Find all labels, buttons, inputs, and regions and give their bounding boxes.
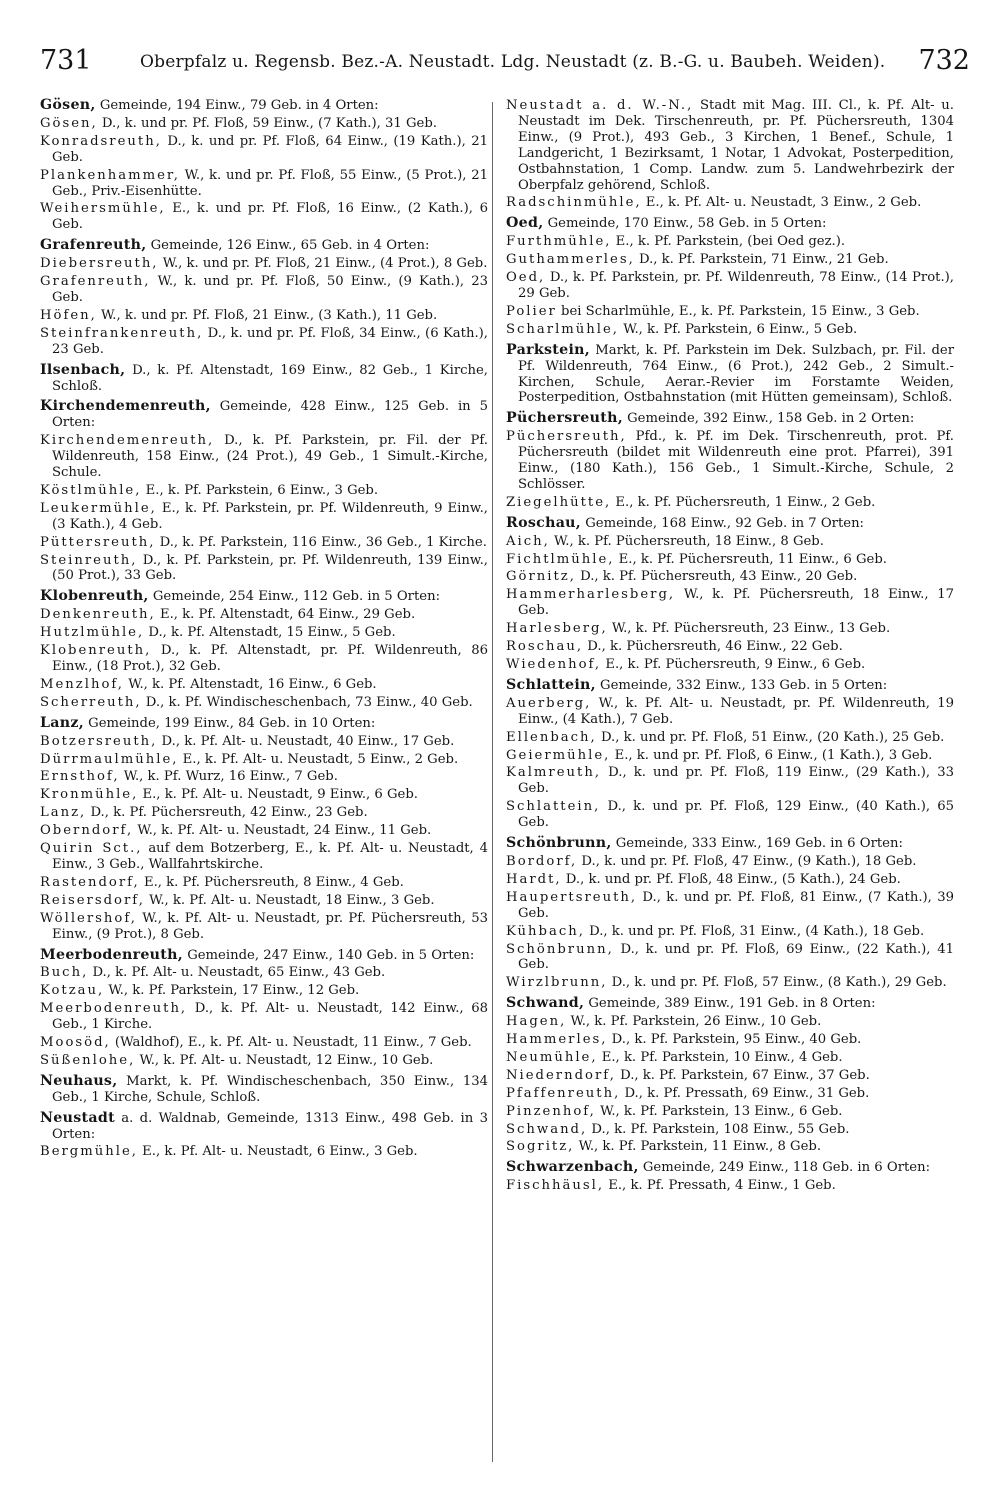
place-entry	[506, 1068, 954, 1084]
entry-details: W., k. Pf. Püchersreuth, 18 Einw., 8 Geb.	[549, 533, 824, 549]
entry-details: W., k. Pf. Alt- u. Neustadt, pr. Pf. Wildenreuth, 19 Einw., (4 Kath.), 7 Geb.	[518, 695, 954, 727]
place-name: Hutzlmühle,	[40, 625, 145, 641]
place-name: Geiermühle,	[506, 747, 611, 763]
municipality-entry	[506, 678, 954, 694]
entry-details: D., k. Pf. Windischeschenbach, 73 Einw., 40 Geb.	[141, 694, 473, 710]
entry-details: E., k. Pf. Alt- u. Neustadt, 5 Einw., 2 Geb.	[178, 751, 459, 767]
entry-details: (Waldhof), E., k. Pf. Alt- u. Neustadt, 11 Einw., 7 Geb.	[110, 1035, 472, 1051]
municipality-entry	[40, 1074, 488, 1106]
entry-details: W., k. Pf. Alt- u. Neustadt, 24 Einw., 11 Geb.	[133, 823, 432, 839]
place-name: Bergmühle,	[40, 1144, 138, 1160]
municipality-name: Neuhaus,	[40, 1072, 118, 1089]
entry-details: D., k. und pr. Pf. Floß, 81 Einw., (7 Kath.), 39 Geb.	[518, 889, 954, 921]
entry-details: W., k. Pf. Wurz, 16 Einw., 7 Geb.	[119, 769, 338, 785]
place-entry	[506, 730, 954, 746]
place-entry	[40, 911, 488, 943]
municipality-name: Ilsenbach,	[40, 361, 126, 378]
entry-details: D., k. und pr. Pf. Floß, 69 Einw., (22 Kath.), 41 Geb.	[518, 941, 954, 973]
place-entry	[506, 621, 954, 637]
place-entry	[40, 326, 488, 358]
place-entry	[506, 1032, 954, 1048]
place-entry	[506, 1086, 954, 1102]
entry-details: E., k. Pf. Alt- u. Neustadt, 3 Einw., 2 Geb.	[641, 195, 922, 211]
entry-details: Gemeinde, 168 Einw., 92 Geb. in 7 Orten:	[581, 515, 865, 531]
municipality-name: Roschau,	[506, 514, 582, 531]
place-entry	[40, 677, 488, 693]
entry-details: Gemeinde, 126 Einw., 65 Geb. in 4 Orten:	[146, 238, 430, 254]
right-column	[506, 98, 954, 1196]
place-name: Kalmreuth,	[506, 765, 602, 781]
place-entry	[40, 553, 488, 585]
entry-details: a. d. Waldnab, Gemeinde, 1313 Einw., 498 Geb. in 3 Orten:	[52, 1110, 488, 1142]
place-name: Plankenhammer,	[40, 167, 180, 183]
entry-details: E., k. Pf. Alt- u. Neustadt, 6 Einw., 3 Geb.	[137, 1144, 418, 1160]
municipality-entry	[506, 216, 954, 232]
entry-details: D., k. Pf. Parkstein, 71 Einw., 21 Geb.	[634, 252, 889, 268]
entry-details: W., k. Pf. Parkstein, 11 Einw., 8 Geb.	[574, 1139, 822, 1155]
place-entry	[40, 805, 488, 821]
entry-details: bei Scharlmühle, E., k. Pf. Parkstein, 15 Einw., 3 Geb.	[556, 303, 920, 319]
place-name: Roschau,	[506, 639, 584, 655]
entry-details: D., k. Pf. Püchersreuth, 42 Einw., 23 Geb.	[86, 805, 368, 821]
municipality-name: Schönbrunn,	[506, 835, 612, 852]
place-entry	[40, 752, 488, 768]
municipality-name: Püchersreuth,	[506, 410, 623, 427]
entry-details: Markt, k. Pf. Parkstein im Dek. Sulzbach, pr. Fil. der Pf. Wildenreuth, 764 Einw., (6 Prot.), 242 Geb., 2 Simult.-Kirchen, Schule, Aerar.-Revier im Forstamte Weiden, Posterpedition, Ostbahnstation (mit Hütten gemeinsam), Schloß.	[518, 342, 954, 406]
place-entry	[506, 1050, 954, 1066]
place-entry	[506, 872, 954, 888]
municipality-entry	[40, 716, 488, 732]
municipality-name: Parkstein,	[506, 341, 590, 358]
place-name: Radschinmühle,	[506, 195, 642, 211]
entry-details: W., k. Pf. Alt- u. Neustadt, 18 Einw., 3 Geb.	[144, 892, 435, 908]
municipality-entry	[40, 399, 488, 431]
left-column	[40, 98, 488, 1162]
place-entry	[40, 483, 488, 499]
municipality-entry	[506, 1160, 954, 1176]
column-divider	[492, 102, 493, 1462]
left-page-number: 731	[40, 45, 92, 76]
place-name: Harlesberg,	[506, 621, 608, 637]
place-entry	[40, 643, 488, 675]
entry-details: Gemeinde, 199 Einw., 84 Geb. in 10 Orten:	[83, 715, 376, 731]
entry-details: Gemeinde, 249 Einw., 118 Geb. in 6 Orten:	[638, 1160, 931, 1176]
place-entry	[40, 1144, 488, 1160]
place-entry	[506, 495, 954, 511]
place-name: Quirin Sct.,	[40, 841, 143, 857]
place-name: Köstlmühle,	[40, 482, 142, 498]
place-name: Scherreuth,	[40, 694, 142, 710]
place-entry	[506, 748, 954, 764]
place-name: Ernsthof,	[40, 769, 120, 785]
place-name: Botzersreuth,	[40, 733, 158, 749]
place-name: Kotzau,	[40, 983, 105, 999]
place-entry	[506, 639, 954, 655]
place-name: Aich,	[506, 533, 550, 549]
entry-details: W., k. Pf. Parkstein, 26 Einw., 10 Geb.	[566, 1014, 822, 1030]
place-entry	[506, 942, 954, 974]
entry-details: D., k. Püchersreuth, 46 Einw., 22 Geb.	[583, 639, 843, 655]
place-name: Rastendorf,	[40, 874, 140, 890]
entry-details: D., k. und pr. Pf. Floß, 47 Einw., (9 Kath.), 18 Geb.	[577, 853, 917, 869]
place-name: Moosöd,	[40, 1035, 111, 1051]
entry-details: Gemeinde, 170 Einw., 58 Geb. in 5 Orten:	[543, 216, 827, 232]
place-entry	[40, 433, 488, 481]
entry-details: D., k. und pr. Pf. Floß, 59 Einw., (7 Kath.), 31 Geb.	[97, 115, 437, 131]
municipality-name: Grafenreuth,	[40, 237, 147, 254]
place-entry	[506, 587, 954, 619]
place-entry	[40, 823, 488, 839]
place-name: Schwand,	[506, 1121, 588, 1137]
entry-details: D., k. Pf. Parkstein, pr. Pf. Wildenreuth, 78 Einw., (14 Prot.), 29 Geb.	[518, 270, 954, 301]
municipality-name: Meerbodenreuth,	[40, 946, 184, 963]
entry-details: W., k. Pf. Altenstadt, 16 Einw., 6 Geb.	[124, 676, 377, 692]
entry-details: Markt, k. Pf. Windischeschenbach, 350 Einw., 134 Geb., 1 Kirche, Schule, Schloß.	[52, 1073, 488, 1105]
place-name: Weihersmühle,	[40, 201, 166, 217]
municipality-entry	[40, 98, 488, 114]
entry-details: D., k. Pf. Parkstein, 67 Einw., 37 Geb.	[615, 1067, 870, 1083]
entry-details: D., k. Pf. Püchersreuth, 43 Einw., 20 Geb.	[575, 569, 858, 585]
place-name: Neumühle,	[506, 1049, 598, 1065]
place-name: Schlattein,	[506, 799, 601, 815]
place-entry	[506, 1139, 954, 1155]
place-entry	[40, 501, 488, 533]
entry-details: D., k. Pf. Parkstein, 95 Einw., 40 Geb.	[607, 1032, 862, 1048]
entry-details: W., k. Pf. Püchersreuth, 18 Einw., 17 Geb.	[518, 587, 954, 619]
place-name: Ellenbach,	[506, 729, 597, 745]
entry-details: Gemeinde, 254 Einw., 112 Geb. in 5 Orten:	[148, 589, 441, 605]
entry-details: auf dem Botzerberg, E., k. Pf. Alt- u. Neustadt, 4 Einw., 3 Geb., Wallfahrtskirche.	[52, 841, 488, 872]
municipality-name: Schwand,	[506, 995, 585, 1012]
place-entry	[506, 890, 954, 922]
place-name: Wiedenhof,	[506, 657, 602, 672]
entry-details: W., k. und pr. Pf. Floß, 21 Einw., (3 Kath.), 11 Geb.	[96, 307, 438, 323]
place-name: Süßenlohe,	[40, 1052, 136, 1068]
place-entry	[506, 657, 954, 673]
entry-details: D., k. Pf. Alt- u. Neustadt, 65 Einw., 43 Geb.	[88, 965, 386, 981]
entry-details: D., k. und pr. Pf. Floß, 48 Einw., (5 Kath.), 24 Geb.	[561, 871, 901, 887]
place-entry	[40, 168, 488, 200]
place-name: Haupertsreuth,	[506, 889, 638, 905]
place-name: Lanz,	[40, 805, 87, 821]
place-entry	[506, 195, 954, 211]
entry-details: D., k. Pf. Alt- u. Neustadt, 40 Einw., 17 Geb.	[157, 733, 455, 749]
place-name: Sogritz,	[506, 1139, 575, 1155]
municipality-entry	[506, 343, 954, 407]
place-name: Bordorf,	[506, 853, 578, 869]
place-name: Reisersdorf,	[40, 892, 145, 908]
entry-details: D., k. Pf. Altenstadt, 169 Einw., 82 Geb., 1 Kirche, Schloß.	[52, 362, 488, 394]
municipality-entry	[506, 516, 954, 532]
municipality-entry	[40, 589, 488, 605]
place-entry	[40, 1001, 488, 1033]
place-entry	[40, 965, 488, 981]
entry-details: Gemeinde, 333 Einw., 169 Geb. in 6 Orten:	[611, 836, 903, 852]
place-name: Grafenreuth,	[40, 274, 151, 290]
entry-details: E., k. Pf. Alt- u. Neustadt, 9 Einw., 6 Geb.	[138, 787, 418, 803]
entry-details: Gemeinde, 247 Einw., 140 Geb. in 5 Orten:	[183, 947, 475, 963]
municipality-name: Neustadt	[40, 1109, 115, 1126]
entry-details: W., k. Pf. Parkstein, 13 Einw., 6 Geb.	[595, 1103, 843, 1119]
place-entry	[40, 893, 488, 909]
place-name: Menzlhof,	[40, 676, 125, 692]
place-entry	[40, 841, 488, 873]
place-entry	[506, 252, 954, 268]
entry-details: E., k. Pf. Parkstein, 10 Einw., 4 Geb.	[597, 1049, 843, 1065]
municipality-entry	[506, 836, 954, 852]
entry-details: W., k. Pf. Parkstein, 17 Einw., 12 Geb.	[104, 983, 360, 999]
municipality-name: Schwarzenbach,	[506, 1159, 639, 1176]
entry-details: Pfd., k. Pf. im Dek. Tirschenreuth, prot. Pf. Püchersreuth (bildet mit Wildenreuth eine prot. Pfarrei), 391 Einw., (180 Kath.), 156 Geb., 1 Simult.-Kirche, Schule, 2 Schlösser.	[518, 429, 954, 492]
place-name: Meerbodenreuth,	[40, 1001, 188, 1017]
place-name: Hagen,	[506, 1014, 567, 1030]
place-entry	[40, 256, 488, 272]
entry-details: Gemeinde, 332 Einw., 133 Geb. in 5 Orten:	[595, 677, 888, 693]
place-name: Neustadt a. d. W.-N.,	[506, 98, 694, 113]
municipality-name: Kirchendemenreuth,	[40, 398, 211, 415]
place-entry	[40, 983, 488, 999]
municipality-entry	[506, 411, 954, 427]
place-name: Leukermühle,	[40, 500, 157, 516]
place-entry	[506, 1104, 954, 1120]
place-entry	[506, 924, 954, 940]
place-name: Oed,	[506, 270, 546, 286]
place-entry	[40, 769, 488, 785]
entry-details: W., k. Pf. Alt- u. Neustadt, 12 Einw., 10 Geb.	[135, 1052, 434, 1068]
place-name: Schönbrunn,	[506, 941, 614, 957]
place-name: Steinreuth,	[40, 552, 138, 568]
entry-details: W., k. und pr. Pf. Floß, 21 Einw., (4 Prot.), 8 Geb.	[158, 256, 488, 272]
place-name: Gösen,	[40, 115, 98, 131]
place-entry	[40, 308, 488, 324]
place-name: Kirchendemenreuth,	[40, 433, 215, 449]
place-name: Buch,	[40, 965, 89, 981]
place-entry	[506, 552, 954, 568]
place-name: Wirzlbrunn,	[506, 975, 608, 991]
place-name: Kühbach,	[506, 923, 585, 939]
entry-details: W., k. Pf. Parkstein, 6 Einw., 5 Geb.	[619, 321, 858, 337]
entry-details: D., k. und pr. Pf. Floß, 129 Einw., (40 Kath.), 65 Geb.	[518, 799, 954, 831]
entry-details: Gemeinde, 392 Einw., 158 Geb. in 2 Orten:	[622, 411, 915, 427]
entry-details: Gemeinde, 389 Einw., 191 Geb. in 8 Orten:	[584, 996, 876, 1012]
place-name: Dürrmaulmühle,	[40, 751, 179, 767]
entry-details: E., k. und pr. Pf. Floß, 6 Einw., (1 Kath.), 3 Geb.	[610, 747, 933, 763]
place-name: Hammerharlesberg,	[506, 587, 676, 603]
place-name: Höfen,	[40, 307, 97, 323]
place-name: Püttersreuth,	[40, 534, 156, 550]
entry-details: E., k. und pr. Pf. Floß, 16 Einw., (2 Kath.), 6 Geb.	[52, 201, 488, 233]
place-name: Pinzenhof,	[506, 1103, 596, 1119]
municipality-name: Lanz,	[40, 714, 84, 731]
place-name: Ziegelhütte,	[506, 494, 612, 510]
place-entry	[40, 274, 488, 306]
place-name: Diebersreuth,	[40, 256, 159, 272]
municipality-name: Klobenreuth,	[40, 588, 149, 605]
place-entry	[40, 787, 488, 803]
entry-details: D., k. Pf. Alt- u. Neustadt, 142 Einw., 68 Geb., 1 Kirche.	[52, 1001, 488, 1033]
entry-details: D., k. und pr. Pf. Floß, 64 Einw., (19 Kath.), 21 Geb.	[52, 133, 488, 165]
place-entry	[506, 1122, 954, 1138]
entry-details: D., k. Pf. Parkstein, 108 Einw., 55 Geb.	[587, 1121, 850, 1137]
place-name: Hardt,	[506, 871, 562, 887]
entry-details: Stadt mit Mag. III. Cl., k. Pf. Alt- u. Neustadt im Dek. Tirschenreuth, pr. Pf. Püchersreuth, 1304 Einw., (9 Prot.), 493 Geb., 3 Kirchen, 1 Benef., Schule, 1 Landgericht, 1 Bezirksamt, 1 Notar, 1 Advokat, Posterpedition, Ostbahnstation, 1 Comp. Landw. zum 5. Landwehrbezirk der Oberpfalz gehörend, Schloß.	[518, 98, 954, 193]
entry-details: D., k. Pf. Altenstadt, pr. Pf. Wildenreuth, 86 Einw., (18 Prot.), 32 Geb.	[52, 643, 488, 674]
place-name: Niederndorf,	[506, 1067, 616, 1083]
entry-details: D., k. Pf. Altenstadt, 15 Einw., 5 Geb.	[144, 625, 396, 641]
place-entry	[40, 695, 488, 711]
entry-details: E., k. Pf. Parkstein, pr. Pf. Wildenreuth, 9 Einw., (3 Kath.), 4 Geb.	[52, 500, 488, 532]
entry-details: D., k. Pf. Parkstein, 116 Einw., 36 Geb., 1 Kirche.	[155, 534, 487, 550]
entry-details: W., k. Pf. Alt- u. Neustadt, pr. Pf. Püchersreuth, 53 Einw., (9 Prot.), 8 Geb.	[52, 910, 488, 942]
place-entry	[40, 535, 488, 551]
entry-details: E., k. Pf. Püchersreuth, 11 Einw., 6 Geb.	[614, 551, 887, 567]
entry-details: D., k. und pr. Pf. Floß, 51 Einw., (20 Kath.), 25 Geb.	[596, 729, 945, 745]
municipality-name: Schlattein,	[506, 676, 596, 693]
entry-details: E., k. Pf. Püchersreuth, 8 Einw., 4 Geb.	[139, 874, 404, 890]
municipality-name: Oed,	[506, 215, 544, 232]
right-page-number: 732	[918, 45, 970, 76]
entry-details: D., k. und pr. Pf. Floß, 31 Einw., (4 Kath.), 18 Geb.	[584, 923, 925, 939]
entry-details: E., k. Pf. Altenstadt, 64 Einw., 29 Geb.	[155, 607, 416, 623]
place-name: Fichtlmühle,	[506, 551, 615, 567]
place-name: Furthmühle,	[506, 234, 612, 250]
municipality-entry	[40, 1111, 488, 1143]
place-entry	[40, 1035, 488, 1051]
place-entry	[40, 875, 488, 891]
place-name: Klobenreuth,	[40, 643, 152, 659]
entry-details: E., k. Pf. Püchersreuth, 1 Einw., 2 Geb.	[611, 494, 876, 510]
place-entry	[506, 270, 954, 302]
place-entry	[506, 1014, 954, 1030]
place-name: Wöllershof,	[40, 910, 137, 926]
place-entry	[506, 799, 954, 831]
entry-details: D., k. und pr. Pf. Floß, 119 Einw., (29 Kath.), 33 Geb.	[518, 765, 954, 797]
place-entry	[40, 1053, 488, 1069]
entry-details: W., k. und pr. Pf. Floß, 50 Einw., (9 Kath.), 23 Geb.	[52, 274, 488, 305]
place-name: Guthammerles,	[506, 252, 635, 268]
place-name: Görnitz,	[506, 569, 576, 585]
entry-details: D., k. Pf. Parkstein, pr. Fil. der Pf. Wildenreuth, 158 Einw., (24 Prot.), 49 Geb., 1 Simult.-Kirche, Schule.	[52, 433, 488, 481]
place-entry	[506, 429, 954, 493]
entry-details: W., k. und pr. Pf. Floß, 55 Einw., (5 Prot.), 21 Geb., Priv.-Eisenhütte.	[52, 167, 488, 199]
place-name: Püchersreuth,	[506, 429, 627, 445]
page-header	[40, 44, 970, 88]
place-entry	[506, 975, 954, 991]
entry-details: Gemeinde, 428 Einw., 125 Geb. in 5 Orten:	[52, 399, 488, 431]
entry-details: E., k. Pf. Parkstein, 6 Einw., 3 Geb.	[141, 482, 379, 498]
municipality-entry	[40, 238, 488, 254]
municipality-entry	[40, 363, 488, 395]
place-entry	[506, 98, 954, 193]
entry-details: E., k. Pf. Püchersreuth, 9 Einw., 6 Geb.	[601, 657, 866, 672]
place-name: Auerberg,	[506, 695, 592, 711]
place-name: Pfaffenreuth,	[506, 1085, 621, 1101]
place-entry	[40, 116, 488, 132]
place-name: Hammerles,	[506, 1032, 608, 1048]
place-entry	[506, 322, 954, 338]
place-name: Polier	[506, 303, 557, 319]
entry-details: E., k. Pf. Pressath, 4 Einw., 1 Geb.	[604, 1178, 836, 1194]
entry-details: D., k. und pr. Pf. Floß, 57 Einw., (8 Kath.), 29 Geb.	[607, 975, 947, 991]
place-entry	[506, 304, 954, 320]
municipality-entry	[40, 948, 488, 964]
place-name: Kronmühle,	[40, 787, 139, 803]
place-entry	[506, 854, 954, 870]
place-entry	[40, 734, 488, 750]
place-name: Denkenreuth,	[40, 607, 156, 623]
place-entry	[506, 765, 954, 797]
place-entry	[506, 534, 954, 550]
place-entry	[506, 1178, 954, 1194]
entry-details: D., k. und pr. Pf. Floß, 34 Einw., (6 Kath.), 23 Geb.	[52, 325, 488, 357]
place-name: Oberndorf,	[40, 823, 134, 839]
entry-details: E., k. Pf. Parkstein, (bei Oed gez.).	[611, 234, 846, 250]
place-entry	[506, 569, 954, 585]
place-entry	[40, 607, 488, 623]
place-name: Konradsreuth,	[40, 133, 162, 149]
place-name: Scharlmühle,	[506, 321, 620, 337]
municipality-name: Gösen,	[40, 97, 96, 113]
entry-details: D., k. Pf. Parkstein, pr. Pf. Wildenreuth, 139 Einw., (50 Prot.), 33 Geb.	[52, 552, 488, 584]
entry-details: W., k. Pf. Püchersreuth, 23 Einw., 13 Geb.	[607, 621, 891, 637]
municipality-entry	[506, 996, 954, 1012]
place-entry	[40, 625, 488, 641]
place-entry	[40, 201, 488, 233]
entry-details: D., k. Pf. Pressath, 69 Einw., 31 Geb.	[620, 1085, 870, 1101]
place-name: Steinfrankenreuth,	[40, 325, 204, 341]
place-entry	[506, 696, 954, 728]
place-entry	[40, 134, 488, 166]
running-title: Oberpfalz u. Regensb. Bez.-A. Neustadt. Ldg. Neustadt (z. B.-G. u. Baubeh. Weiden).	[140, 52, 886, 72]
entry-details: Gemeinde, 194 Einw., 79 Geb. in 4 Orten:	[95, 98, 379, 113]
place-name: Fischhäusl,	[506, 1178, 605, 1194]
place-entry	[506, 234, 954, 250]
